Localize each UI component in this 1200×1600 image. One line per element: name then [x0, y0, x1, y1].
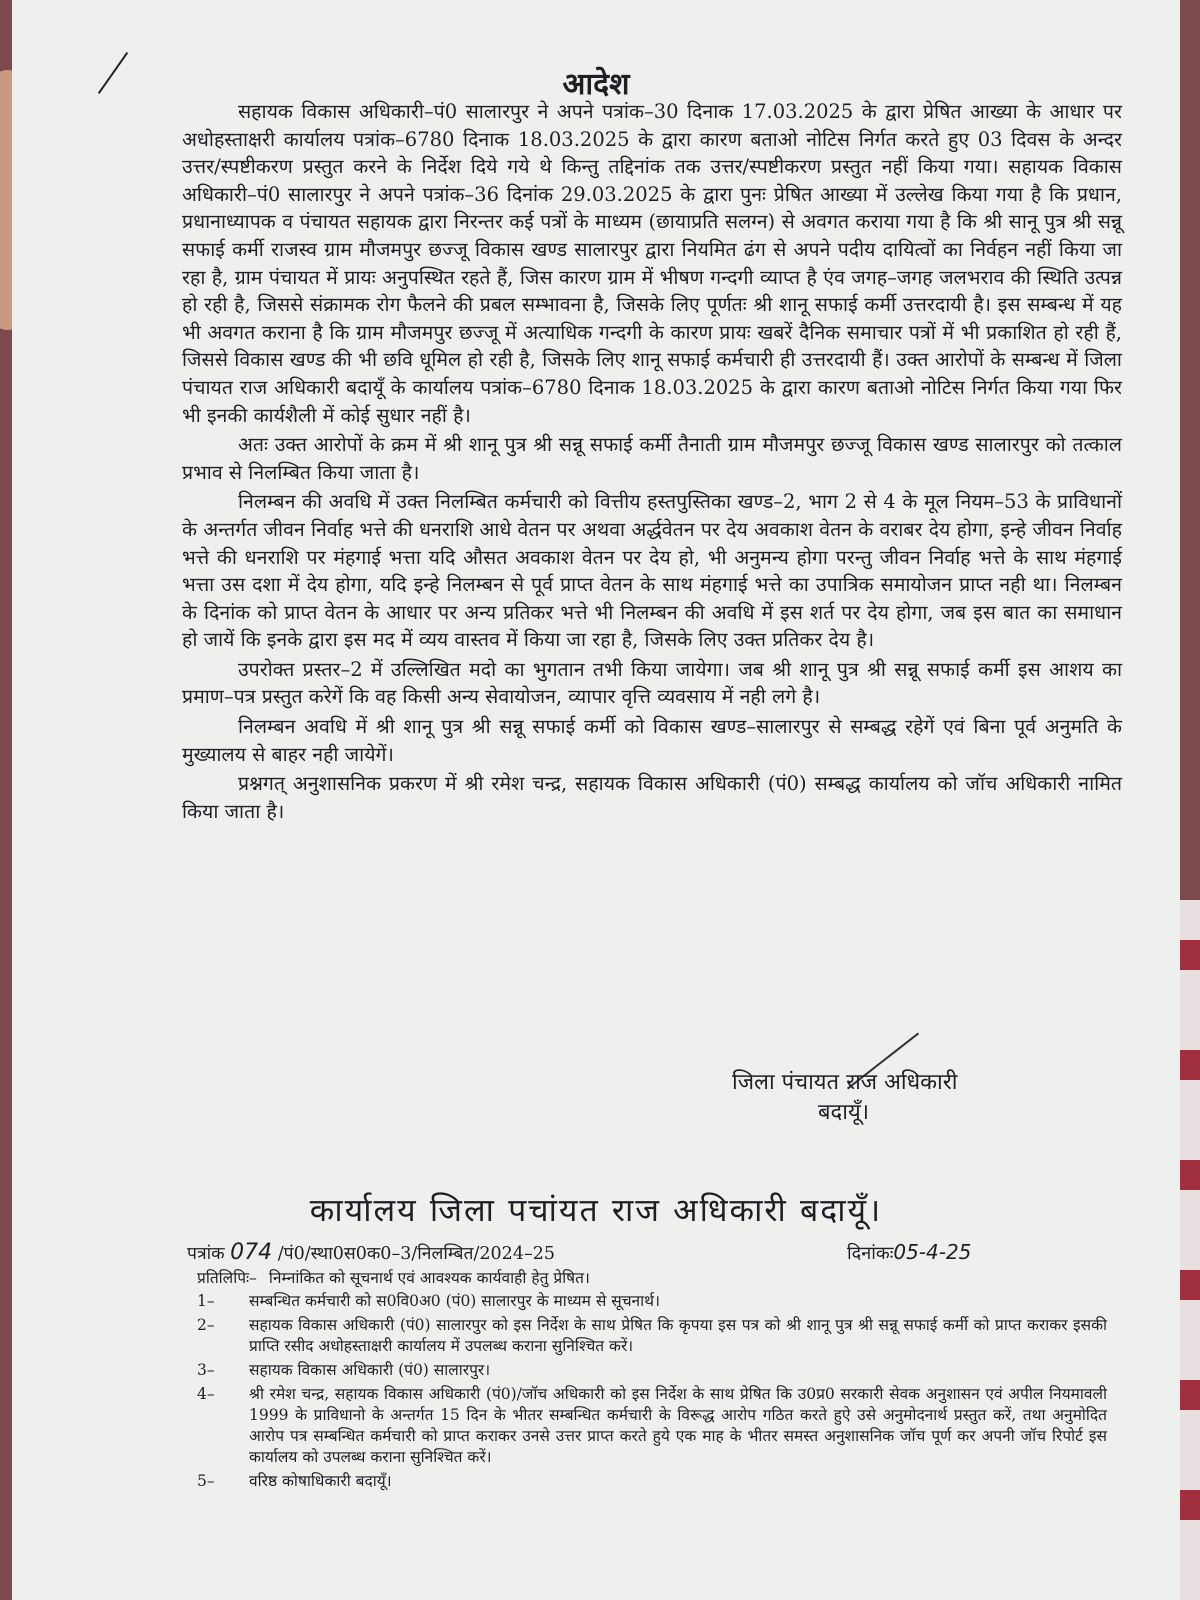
list-item-text: सहायक विकास अधिकारी (पं0) सालारपुर।	[249, 1361, 491, 1379]
document-page	[12, 0, 1180, 1600]
list-item-text: श्री रमेश चन्द्र, सहायक विकास अधिकारी (पं0)/जॉच अधिकारी को इस निर्देश के साथ प्रेषित कि उ0प्र0 सरकारी सेवक अनुशासन एवं अपील नियमावली 1999 के प्राविधानो के अन्तर्गत 15 दिन के भीतर सम्बन्धित कर्मचारी के विरूद्ध आरोप गठित करते हुऐ उसे अनुमोदनार्थ प्रस्तुत करें, तथा अनुमोदित आरोप पत्र सम्बन्धित कर्मचारी को प्राप्त कराकर उनसे उत्तर प्राप्त करते हुये एक माह के भीतर समस्त अनुशासनिक जॉच पूर्ण कर अपनी जॉच रिपोर्ट इस कार्यालय को उपलब्ध कराना सुनिश्चित करें।	[249, 1385, 1107, 1466]
signature-block	[732, 1068, 957, 1128]
paragraph-1: सहायक विकास अधिकारी–पं0 सालारपुर ने अपने पत्रांक–30 दिनाक 17.03.2025 के द्वारा प्रेषित आख्या के आधार पर अधोहस्ताक्षरी कार्यालय पत्रांक–6780 दिनाक 18.03.2025 के द्वारा कारण बताओ नोटिस निर्गत करते हुए 03 दिवस के अन्दर उत्तर/स्पष्टीकरण प्रस्तुत करने के निर्देश दिये गये थे किन्तु तद्दिनांक तक उत्तर/स्पष्टीकरण प्रस्तुत नहीं किया गया। सहायक विकास अधिकारी–पं0 सालारपुर ने अपने पत्रांक–36 दिनांक 29.03.2025 के द्वारा पुनः प्रेषित आख्या में उल्लेख किया गया है कि प्रधान, प्रधानाध्यापक व पंचायत सहायक द्वारा निरन्तर कई पत्रों के माध्यम (छायाप्रति सलग्न) से अवगत कराया गया है कि श्री सानू पुत्र श्री सन्नू सफाई कर्मी राजस्व ग्राम मौजमपुर छज्जू विकास खण्ड सालारपुर द्वारा नियमित ढंग से अपने पदीय दायित्वों का निर्वहन नहीं किया जा रहा है, ग्राम पंचायत में प्रायः अनुपस्थित रहते हैं, जिस कारण ग्राम में भीषण गन्दगी व्याप्त है एंव जगह–जगह जलभराव की स्थिति उत्पन्न हो रही है, जिससे संक्रामक रोग फैलने की प्रबल सम्भावना है, जिसके लिए पूर्णतः श्री शानू सफाई कर्मी उत्तरदायी है। इस सम्बन्ध में यह भी अवगत कराना है कि ग्राम मौजमपुर छज्जू में अत्याधिक गन्दगी के कारण प्रायः खबरें दैनिक समाचार पत्रों में भी प्रकाशित हो रही हैं, जिससे विकास खण्ड की भी छवि धूमिल हो रही है, जिसके लिए शानू सफाई कर्मचारी ही उत्तरदायी हैं। उक्त आरोपों के सम्बन्ध में जिला पंचायत राज अधिकारी बदायूँ के कार्यालय पत्रांक–6780 दिनाक 18.03.2025 के द्वारा कारण बताओ नोटिस निर्गत किया गया फिर भी इनकी कार्यशैली में कोई सुधार नहीं है।	[182, 100, 1122, 427]
list-item-number: 1–	[197, 1292, 215, 1310]
paragraph-6: प्रश्नगत् अनुशासनिक प्रकरण में श्री रमेश चन्द्र, सहायक विकास अधिकारी (पं0) सम्बद्ध कार्यालय को जॉच अधिकारी नामित किया जाता है।	[182, 772, 1122, 823]
list-item	[197, 1471, 1107, 1492]
order-body	[182, 98, 1122, 827]
reference-code: /पं0/स्था0स0क0–3/निलम्बित/2024–25	[277, 1244, 555, 1264]
paragraph-5: निलम्बन अवधि में श्री शानू पुत्र श्री सन्नू सफाई कर्मी को विकास खण्ड–सालारपुर से सम्बद्ध रहेगें एवं बिना पूर्व अनुमति के मुख्यालय से बाहर नही जायेगें।	[182, 715, 1122, 766]
list-item-text: वरिष्ठ कोषाधिकारी बदायूँ।	[249, 1472, 392, 1490]
signatory-place: बदायूँ।	[818, 1100, 870, 1125]
copy-to-section	[197, 1268, 1107, 1495]
list-item	[197, 1291, 1107, 1312]
reference-prefix: पत्रांक	[187, 1244, 225, 1264]
paragraph-3: निलम्बन की अवधि में उक्त निलम्बित कर्मचारी को वित्तीय हस्तपुस्तिका खण्ड–2, भाग 2 से 4 के मूल नियम–53 के प्राविधानों के अन्तर्गत जीवन निर्वाह भत्ते की धनराशि आधे वेतन पर अथवा अर्द्धवेतन पर देय अवकाश वेतन के वराबर देय होगा, इन्हे जीवन निर्वाह भत्ते की धनराशि पर मंहगाई भत्ता यदि औसत अवकाश वेतन पर देय हो, भी अनुमन्य होगा परन्तु जीवन निर्वाह भत्ते के साथ मंहगाई भत्ता उस दशा में देय होगा, यदि इन्हे निलम्बन से पूर्व प्राप्त वेतन के साथ मंहगाई भत्ते का उपात्रिक समायोजन प्राप्त नही था। निलम्बन के दिनांक को प्राप्त वेतन के आधार पर अन्य प्रतिकर भत्ते भी निलम्बन की अवधि में इस शर्त पर देय होगा, जब इस बात का समाधान हो जायें कि इनके द्वारा इस मद में व्यय वास्तव में किया जा रहा है, जिसके लिए उक्त प्रतिकर देय है।	[182, 490, 1122, 652]
signatory-title: जिला पंचायत राज अधिकारी	[732, 1070, 958, 1095]
list-item-number: 5–	[197, 1472, 215, 1490]
reference-line	[187, 1240, 555, 1265]
paragraph-4: उपरोक्त प्रस्तर–2 में उल्लिखित मदो का भुगतान तभी किया जायेगा। जब श्री शानू पुत्र श्री सन्नू सफाई कर्मी इस आशय का प्रमाण–पत्र प्रस्तुत करेगें कि वह किसी अन्य सेवायोजन, व्यापार वृत्ति व्यवसाय में नही लगे है।	[182, 657, 1122, 709]
copy-intro: निम्नांकित को सूचनार्थ एवं आवश्यक कार्यवाही हेतु प्रेषित।	[268, 1269, 590, 1287]
copy-list	[197, 1291, 1107, 1492]
list-item	[197, 1315, 1107, 1357]
reference-number: 074	[230, 1240, 273, 1265]
list-item-number: 2–	[197, 1316, 215, 1334]
list-item-number: 4–	[197, 1385, 215, 1403]
date-label: दिनांकः	[847, 1243, 894, 1264]
list-item	[197, 1384, 1107, 1468]
document-title: आदेश	[562, 67, 630, 102]
list-item-text: सम्बन्धित कर्मचारी को स0वि0अ0 (पं0) सालारपुर के माध्यम से सूचनार्थ।	[249, 1292, 660, 1310]
office-heading: कार्यालय जिला पचांयत राज अधिकारी बदायूँ।	[309, 1191, 883, 1229]
list-item-text: सहायक विकास अधिकारी (पं0) सालारपुर को इस निर्देश के साथ प्रेषित कि कृपया इस पत्र को श्री शानू पुत्र श्री सन्नू सफाई कर्मी को प्राप्त कराकर इसकी प्राप्ति रसीद अधोहस्ताक्षरी कार्यालय में उपलब्ध कराना सुनिश्चित करें।	[249, 1316, 1107, 1355]
paragraph-2: अतः उक्त आरोपों के क्रम में श्री शानू पुत्र श्री सन्नू सफाई कर्मी तैनाती ग्राम मौजमपुर छज्जू विकास खण्ड सालारपुर को तत्काल प्रभाव से निलम्बित किया जाता है।	[182, 433, 1122, 484]
list-item	[197, 1360, 1107, 1381]
copy-label: प्रतिलिपिः–	[197, 1269, 257, 1287]
date-value: 05-4-25	[893, 1240, 972, 1264]
date-line	[847, 1240, 971, 1265]
list-item-number: 3–	[197, 1361, 215, 1379]
